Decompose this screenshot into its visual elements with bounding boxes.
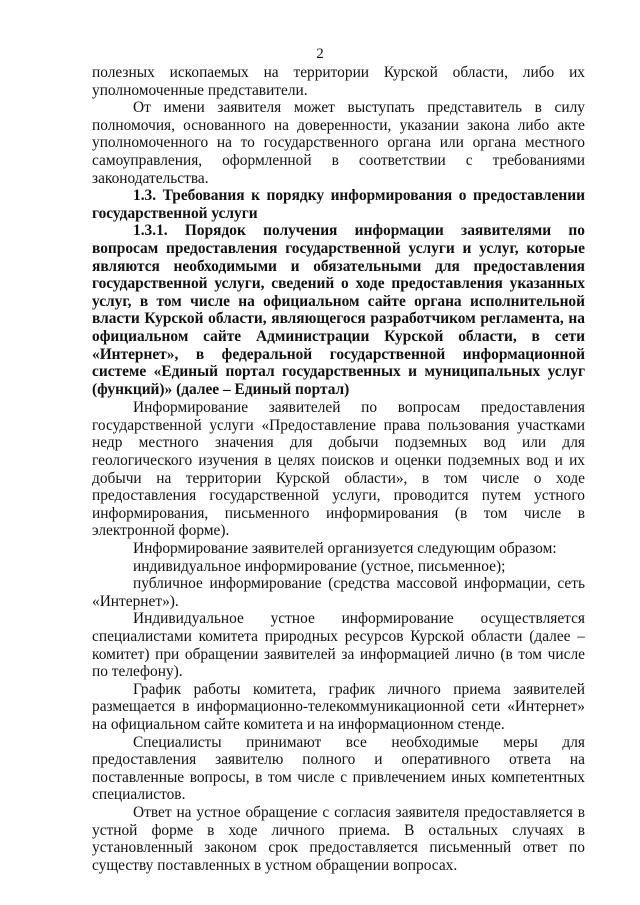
paragraph-intro-continuation: полезных ископаемых на территории Курской области, либо их уполномоченные представители. [92, 64, 585, 99]
document-body [92, 64, 585, 874]
page-number: 2 [316, 46, 324, 62]
paragraph-oral-informing: Индивидуальное устное информирование осуществляется специалистами комитета природных ресурсов Курской области (далее – комитет) при обращении заявителей за информацией лично (в том числе по телефону). [92, 610, 585, 681]
paragraph-representative: От имени заявителя может выступать представитель в силу полномочия, основанного на доверенности, указании закона либо акте уполномоченного на то государственного органа или органа местного самоуправления, оформленной в соответствии с требованиями законодательства. [92, 99, 585, 187]
paragraph-specialists: Специалисты принимают все необходимые меры для предоставления заявителю полного и оперативного ответа на поставленные вопросы, в том числе с привлечением иных компетентных специалистов. [92, 733, 585, 804]
section-heading-1-3-1: 1.3.1. Порядок получения информации заявителями по вопросам предоставления государственной услуги и услуг, которые являются необходимыми и обязательными для предоставления государственной услуги, сведений о ходе предоставления указанных услуг, в том числе на официальном сайте органа исполнительной власти Курской области, являющегося разработчиком регламента, на официальном сайте Администрации Курской области, в сети «Интернет», в федеральной государственной информационной системе «Единый портал государственных и муниципальных услуг (функций)» (далее – Единый портал) [92, 222, 585, 398]
section-heading-1-3: 1.3. Требования к порядку информирования о предоставлении государственной услуги [92, 187, 585, 222]
paragraph-individual-informing: индивидуальное информирование (устное, письменное); [133, 557, 506, 575]
paragraph-work-schedule: График работы комитета, график личного приема заявителей размещается в информационно-телекоммуникационной сети «Интернет» на официальном сайте комитета и на информационном стенде. [92, 680, 585, 733]
paragraph-informing: Информирование заявителей по вопросам предоставления государственной услуги «Предоставление права пользования участками недр местного значения для добычи подземных вод или для геологического изучения в целях поисков и оценки подземных вод и их добычи на территории Курской области», в том числе о ходе предоставления государственной услуги, проводится путем устного информирования, письменного информирования (в том числе в электронной форме). [92, 399, 585, 540]
paragraph-public-informing: публичное информирование (средства массовой информации, сеть «Интернет»). [92, 575, 585, 610]
paragraph-informing-organization: Информирование заявителей организуется следующим образом: [133, 540, 557, 558]
paragraph-oral-answer: Ответ на устное обращение с согласия заявителя предоставляется в устной форме в ходе личного приема. В остальных случаях в установленный законом срок предоставляется письменный ответ по существу поставленных в устном обращении вопросах. [92, 803, 585, 874]
